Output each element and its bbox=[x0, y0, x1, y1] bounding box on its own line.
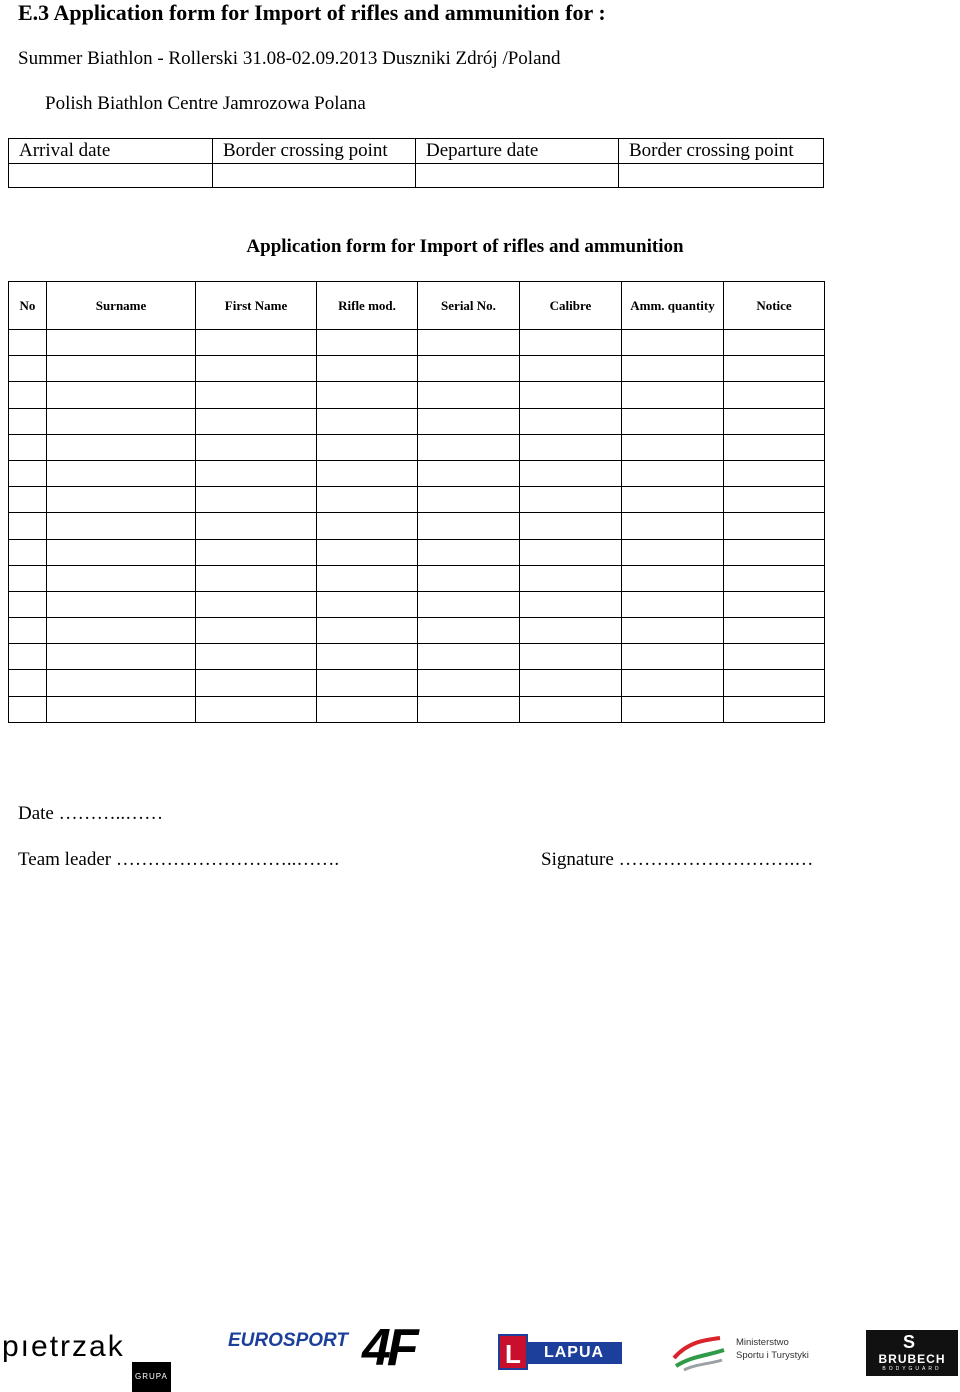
pietrzak-wordmark: pıetrzak bbox=[2, 1330, 125, 1363]
table-row bbox=[9, 565, 825, 591]
table-cell[interactable] bbox=[47, 565, 196, 591]
table-row bbox=[9, 487, 825, 513]
table-cell[interactable] bbox=[418, 696, 520, 722]
table-cell[interactable] bbox=[196, 618, 317, 644]
table-cell[interactable] bbox=[9, 487, 47, 513]
table-cell[interactable] bbox=[724, 591, 825, 617]
table-cell[interactable] bbox=[47, 408, 196, 434]
ammunition-quantity-header: Amm. quantity bbox=[622, 282, 724, 330]
table-row bbox=[9, 382, 825, 408]
table-cell[interactable] bbox=[47, 356, 196, 382]
table-cell[interactable] bbox=[317, 434, 418, 460]
table-cell[interactable] bbox=[196, 591, 317, 617]
table-cell[interactable] bbox=[47, 644, 196, 670]
table-cell[interactable] bbox=[724, 460, 825, 486]
table-cell[interactable] bbox=[47, 330, 196, 356]
table-cell[interactable] bbox=[724, 696, 825, 722]
table-cell[interactable] bbox=[196, 408, 317, 434]
table-cell[interactable] bbox=[520, 382, 622, 408]
calibre-header: Calibre bbox=[520, 282, 622, 330]
table-cell[interactable] bbox=[317, 539, 418, 565]
table-cell[interactable] bbox=[418, 565, 520, 591]
table-cell[interactable] bbox=[196, 644, 317, 670]
table-cell[interactable] bbox=[317, 696, 418, 722]
departure-date-header: Departure date bbox=[416, 139, 619, 164]
table-cell[interactable] bbox=[317, 565, 418, 591]
table-cell[interactable] bbox=[317, 591, 418, 617]
table-cell[interactable] bbox=[47, 591, 196, 617]
border-crossing-header: Border crossing point bbox=[213, 139, 416, 164]
table-cell[interactable] bbox=[520, 487, 622, 513]
table-cell[interactable] bbox=[622, 670, 724, 696]
table-cell[interactable] bbox=[622, 408, 724, 434]
table-cell[interactable] bbox=[196, 670, 317, 696]
table-cell[interactable] bbox=[317, 487, 418, 513]
table-cell[interactable] bbox=[622, 696, 724, 722]
table-cell[interactable] bbox=[418, 513, 520, 539]
table-cell[interactable] bbox=[317, 513, 418, 539]
table-cell[interactable] bbox=[418, 644, 520, 670]
lapua-wordmark: LAPUA bbox=[526, 1342, 622, 1364]
serial-number-header: Serial No. bbox=[418, 282, 520, 330]
table-cell[interactable] bbox=[622, 434, 724, 460]
table-cell[interactable] bbox=[9, 513, 47, 539]
table-cell[interactable] bbox=[196, 460, 317, 486]
table-cell[interactable] bbox=[47, 434, 196, 460]
table-cell[interactable] bbox=[724, 434, 825, 460]
table-cell[interactable] bbox=[196, 565, 317, 591]
table-cell[interactable] bbox=[622, 356, 724, 382]
table-cell[interactable] bbox=[317, 382, 418, 408]
table-cell[interactable] bbox=[317, 670, 418, 696]
table-cell[interactable] bbox=[622, 539, 724, 565]
table-cell[interactable] bbox=[9, 434, 47, 460]
table-cell[interactable] bbox=[724, 382, 825, 408]
table-cell[interactable] bbox=[418, 487, 520, 513]
table-cell[interactable] bbox=[9, 670, 47, 696]
table-cell[interactable] bbox=[520, 644, 622, 670]
rifles-table bbox=[8, 281, 825, 723]
table-row bbox=[9, 330, 825, 356]
table-cell[interactable] bbox=[9, 539, 47, 565]
table-cell[interactable] bbox=[520, 591, 622, 617]
table-cell[interactable] bbox=[622, 644, 724, 670]
table-cell[interactable] bbox=[724, 330, 825, 356]
table-cell[interactable] bbox=[622, 460, 724, 486]
travel-entry-row bbox=[9, 164, 824, 188]
table-cell[interactable] bbox=[47, 460, 196, 486]
travel-header-row bbox=[9, 139, 824, 164]
table-cell[interactable] bbox=[47, 513, 196, 539]
table-cell[interactable] bbox=[9, 330, 47, 356]
table-cell[interactable] bbox=[317, 408, 418, 434]
event-line: Summer Biathlon - Rollerski 31.08-02.09.2013 Duszniki Zdrój /Poland bbox=[18, 48, 561, 69]
table-cell[interactable] bbox=[47, 487, 196, 513]
table-cell[interactable] bbox=[9, 644, 47, 670]
table-cell[interactable] bbox=[47, 670, 196, 696]
table-row bbox=[9, 356, 825, 382]
table-cell[interactable] bbox=[47, 618, 196, 644]
table-cell[interactable] bbox=[418, 382, 520, 408]
table-row bbox=[9, 696, 825, 722]
table-cell[interactable] bbox=[724, 670, 825, 696]
signature-field[interactable]: Signature ……………………….… bbox=[541, 849, 814, 870]
table-cell[interactable] bbox=[520, 356, 622, 382]
table-cell[interactable] bbox=[724, 487, 825, 513]
table-row bbox=[9, 644, 825, 670]
table-row bbox=[9, 670, 825, 696]
table-cell[interactable] bbox=[47, 539, 196, 565]
table-cell[interactable] bbox=[724, 408, 825, 434]
table-cell[interactable] bbox=[317, 330, 418, 356]
table-cell[interactable] bbox=[418, 434, 520, 460]
travel-table bbox=[8, 138, 824, 188]
table-cell[interactable] bbox=[418, 356, 520, 382]
departure-date-cell[interactable] bbox=[416, 164, 619, 188]
first-name-header: First Name bbox=[196, 282, 317, 330]
ministry-swoosh-icon bbox=[670, 1332, 730, 1372]
table-cell[interactable] bbox=[196, 513, 317, 539]
table-cell[interactable] bbox=[196, 539, 317, 565]
table-cell[interactable] bbox=[317, 460, 418, 486]
table-cell[interactable] bbox=[9, 356, 47, 382]
table-row bbox=[9, 539, 825, 565]
table-cell[interactable] bbox=[520, 565, 622, 591]
table-cell[interactable] bbox=[418, 539, 520, 565]
lapua-l-mark: L bbox=[498, 1334, 528, 1370]
no-header: No bbox=[9, 282, 47, 330]
table-cell[interactable] bbox=[418, 330, 520, 356]
border-crossing-header: Border crossing point bbox=[619, 139, 824, 164]
surname-header: Surname bbox=[47, 282, 196, 330]
rifle-model-header: Rifle mod. bbox=[317, 282, 418, 330]
sponsor-logos bbox=[0, 1318, 960, 1380]
ministry-logo bbox=[670, 1332, 820, 1372]
border-crossing-cell[interactable] bbox=[619, 164, 824, 188]
table-row bbox=[9, 460, 825, 486]
table-cell[interactable] bbox=[196, 382, 317, 408]
team-leader-field[interactable]: Team leader ………………………..……. bbox=[18, 849, 340, 870]
form-title: E.3 Application form for Import of rifles and ammunition for : bbox=[18, 0, 606, 25]
table-cell[interactable] bbox=[9, 382, 47, 408]
table-cell[interactable] bbox=[520, 408, 622, 434]
lapua-logo bbox=[498, 1336, 622, 1368]
table-cell[interactable] bbox=[196, 330, 317, 356]
table-cell[interactable] bbox=[724, 644, 825, 670]
table-cell[interactable] bbox=[196, 696, 317, 722]
table-cell[interactable] bbox=[622, 382, 724, 408]
table-cell[interactable] bbox=[47, 382, 196, 408]
table-cell[interactable] bbox=[520, 696, 622, 722]
table-cell[interactable] bbox=[724, 618, 825, 644]
table-cell[interactable] bbox=[418, 408, 520, 434]
table-cell[interactable] bbox=[418, 670, 520, 696]
rifles-header-row bbox=[9, 282, 825, 330]
table-cell[interactable] bbox=[9, 618, 47, 644]
table-cell[interactable] bbox=[622, 591, 724, 617]
rifles-table-body bbox=[9, 330, 825, 723]
table-cell[interactable] bbox=[317, 644, 418, 670]
table-cell[interactable] bbox=[9, 591, 47, 617]
table-cell[interactable] bbox=[724, 356, 825, 382]
brubech-mark-icon: S bbox=[903, 1332, 916, 1352]
venue-line: Polish Biathlon Centre Jamrozowa Polana bbox=[45, 93, 366, 114]
table-cell[interactable] bbox=[520, 434, 622, 460]
arrival-date-header: Arrival date bbox=[9, 139, 213, 164]
brubech-wordmark: BRUBECH bbox=[878, 1352, 946, 1366]
table-row bbox=[9, 591, 825, 617]
table-cell[interactable] bbox=[418, 591, 520, 617]
table-cell[interactable] bbox=[622, 513, 724, 539]
table-cell[interactable] bbox=[9, 408, 47, 434]
table-cell[interactable] bbox=[622, 618, 724, 644]
table-cell[interactable] bbox=[317, 618, 418, 644]
table-cell[interactable] bbox=[520, 460, 622, 486]
section-title: Application form for Import of rifles and ammunition bbox=[246, 236, 684, 257]
brubech-logo bbox=[866, 1330, 958, 1376]
table-cell[interactable] bbox=[724, 565, 825, 591]
table-row bbox=[9, 408, 825, 434]
table-cell[interactable] bbox=[520, 618, 622, 644]
pietrzak-grupa-text: GRUPA bbox=[132, 1362, 171, 1392]
table-cell[interactable] bbox=[196, 487, 317, 513]
date-field[interactable]: Date ………..…… bbox=[18, 803, 164, 824]
table-cell[interactable] bbox=[9, 565, 47, 591]
table-cell[interactable] bbox=[520, 539, 622, 565]
pietrzak-logo bbox=[2, 1330, 168, 1381]
table-cell[interactable] bbox=[520, 670, 622, 696]
table-cell[interactable] bbox=[418, 618, 520, 644]
ministry-text: Ministerstwo Sportu i Turystyki bbox=[736, 1337, 809, 1361]
table-cell[interactable] bbox=[622, 487, 724, 513]
table-row bbox=[9, 513, 825, 539]
table-cell[interactable] bbox=[196, 356, 317, 382]
border-crossing-cell[interactable] bbox=[213, 164, 416, 188]
table-row bbox=[9, 434, 825, 460]
4f-logo: 4F bbox=[362, 1319, 415, 1377]
table-cell[interactable] bbox=[9, 460, 47, 486]
table-cell[interactable] bbox=[724, 539, 825, 565]
arrival-date-cell[interactable] bbox=[9, 164, 213, 188]
table-cell[interactable] bbox=[418, 460, 520, 486]
table-cell[interactable] bbox=[622, 565, 724, 591]
notice-header: Notice bbox=[724, 282, 825, 330]
table-cell[interactable] bbox=[317, 356, 418, 382]
table-cell[interactable] bbox=[622, 330, 724, 356]
table-cell[interactable] bbox=[196, 434, 317, 460]
table-cell[interactable] bbox=[47, 696, 196, 722]
table-cell[interactable] bbox=[520, 330, 622, 356]
table-cell[interactable] bbox=[724, 513, 825, 539]
table-row bbox=[9, 618, 825, 644]
brubech-subtext: BODYGUARD bbox=[882, 1366, 942, 1372]
eurosport-logo: EUROSPORT bbox=[228, 1330, 349, 1351]
table-cell[interactable] bbox=[520, 513, 622, 539]
table-cell[interactable] bbox=[9, 696, 47, 722]
